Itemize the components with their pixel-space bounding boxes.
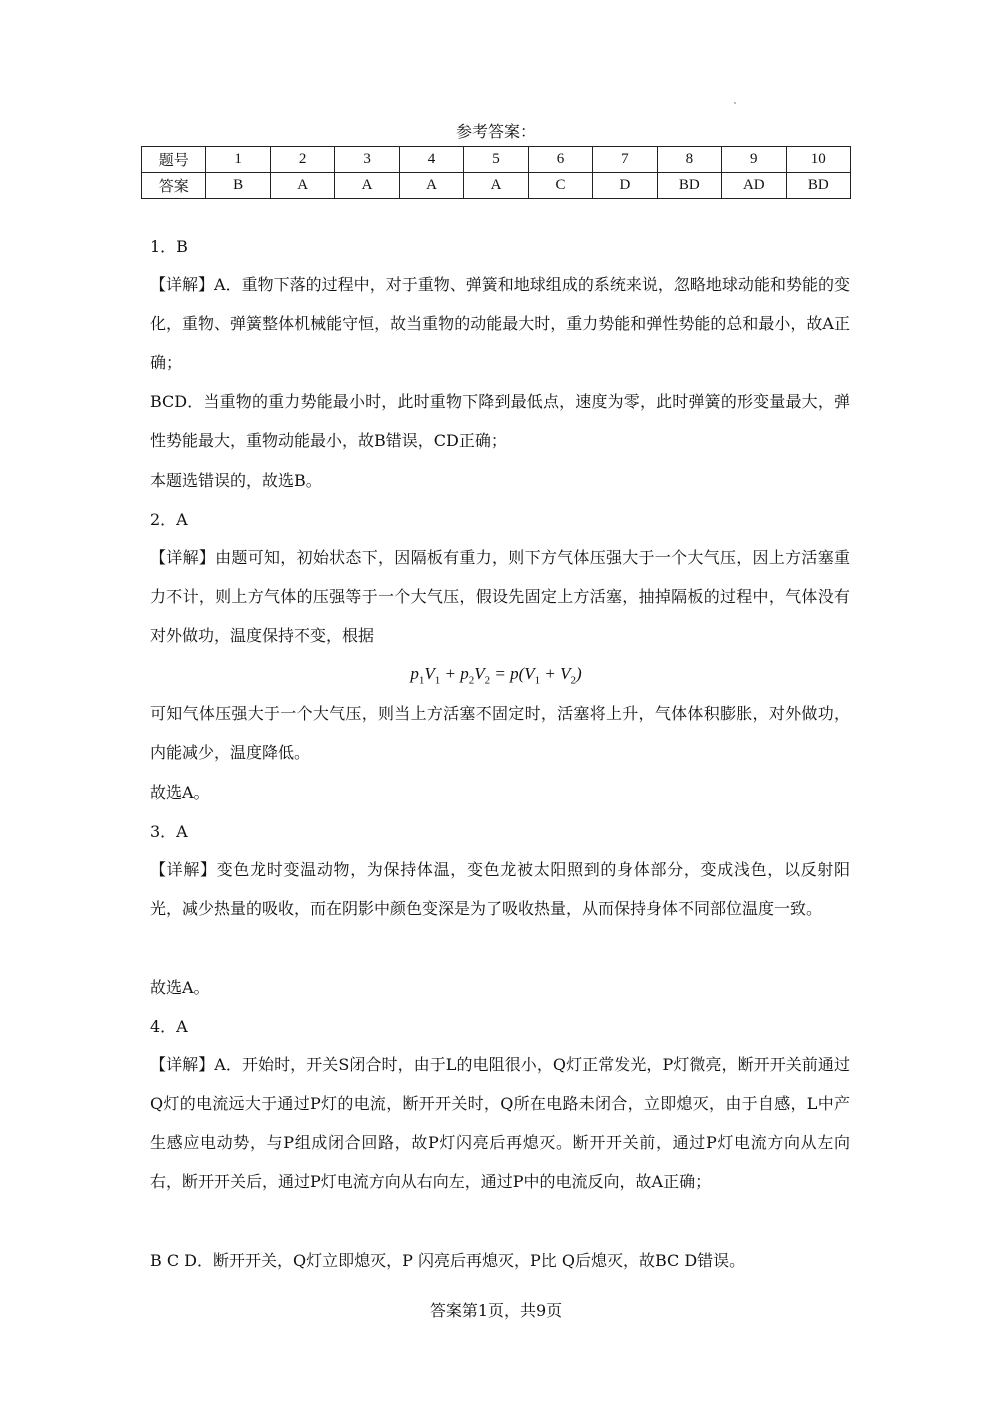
question-number-cell: 10 [786,147,850,173]
q3-heading: 3．A [150,822,188,841]
question-number-cell: 8 [657,147,721,173]
question-number-cell: 5 [464,147,528,173]
answer-cell: D [593,173,657,199]
q2-formula: $p_1V_1 + p_2V_2 = p(V_1 + V_2)$ [410,664,582,687]
q4-heading: 4．A [150,1017,188,1036]
row-header-answer: 答案 [142,173,206,199]
question-number-cell: 4 [399,147,463,173]
question-number-cell: 2 [270,147,334,173]
answer-cell: AD [722,173,786,199]
scan-speck [734,102,736,104]
q1-explanation-bcd: BCD．当重物的重力势能最小时，此时重物下降到最低点，速度为零，此时弹簧的形变量最大，弹性势能最大，重物动能最小，故B错误，CD正确； [150,392,850,450]
answer-cell: A [399,173,463,199]
answer-cell: A [464,173,528,199]
q2-conclusion: 故选A。 [150,783,210,802]
answer-cell: B [206,173,270,199]
row-header-question-number: 题号 [142,147,206,173]
q4-explanation-a: 【详解】A．开始时，开关S闭合时，由于L的电阻很小，Q灯正常发光，P灯微亮，断开开关前通过Q灯的电流远大于通过P灯的电流，断开开关时，Q所在电路未闭合，立即熄灭，由于自感，L中产生感应电动势，与P组成闭合回路，故P灯闪亮后再熄灭。断开开关前，通过P灯电流方向从左向右，断开开关后，通过P灯电流方向从右向左，通过P中的电流反向，故A正确； [150,1055,850,1191]
answer-cell: A [335,173,399,199]
question-number-cell: 6 [528,147,592,173]
q1-heading: 1．B [150,237,188,256]
answer-row [142,173,851,199]
q1-conclusion: 本题选错误的，故选B。 [150,471,322,490]
question-number-row [142,147,851,173]
answer-cell: BD [657,173,721,199]
answer-cell: A [270,173,334,199]
q3-conclusion: 故选A。 [150,978,210,997]
page-footer: 答案第1页，共9页 [429,1301,563,1320]
q1-explanation-a: 【详解】A．重物下落的过程中，对于重物、弹簧和地球组成的系统来说，忽略地球动能和势能的变化，重物、弹簧整体机械能守恒，故当重物的动能最大时，重力势能和弹性势能的总和最小，故A正确； [150,275,850,372]
answer-key-table [141,146,851,199]
q2-heading: 2．A [150,510,188,529]
answer-cell: BD [786,173,850,199]
q4-explanation-bcd: B C D．断开开关，Q灯立即熄灭，P 闪亮后再熄灭，P比 Q后熄灭，故BC D错误。 [150,1251,746,1270]
answer-key-title: 参考答案： [455,122,536,141]
q3-explanation: 【详解】变色龙时变温动物，为保持体温，变色龙被太阳照到的身体部分，变成浅色，以反射阳光，减少热量的吸收，而在阴影中颜色变深是为了吸收热量，从而保持身体不同部位温度一致。 [150,860,850,918]
answer-cell: C [528,173,592,199]
question-number-cell: 7 [593,147,657,173]
question-number-cell: 3 [335,147,399,173]
q2-explanation: 【详解】由题可知，初始状态下，因隔板有重力，则下方气体压强大于一个大气压，因上方活塞重力不计，则上方气体的压强等于一个大气压，假设先固定上方活塞，抽掉隔板的过程中，气体没有对外做功，温度保持不变，根据 [150,548,850,645]
question-number-cell: 9 [722,147,786,173]
question-number-cell: 1 [206,147,270,173]
q2-explanation-continued: 可知气体压强大于一个大气压，则当上方活塞不固定时，活塞将上升，气体体积膨胀，对外做功，内能减少，温度降低。 [150,704,850,762]
